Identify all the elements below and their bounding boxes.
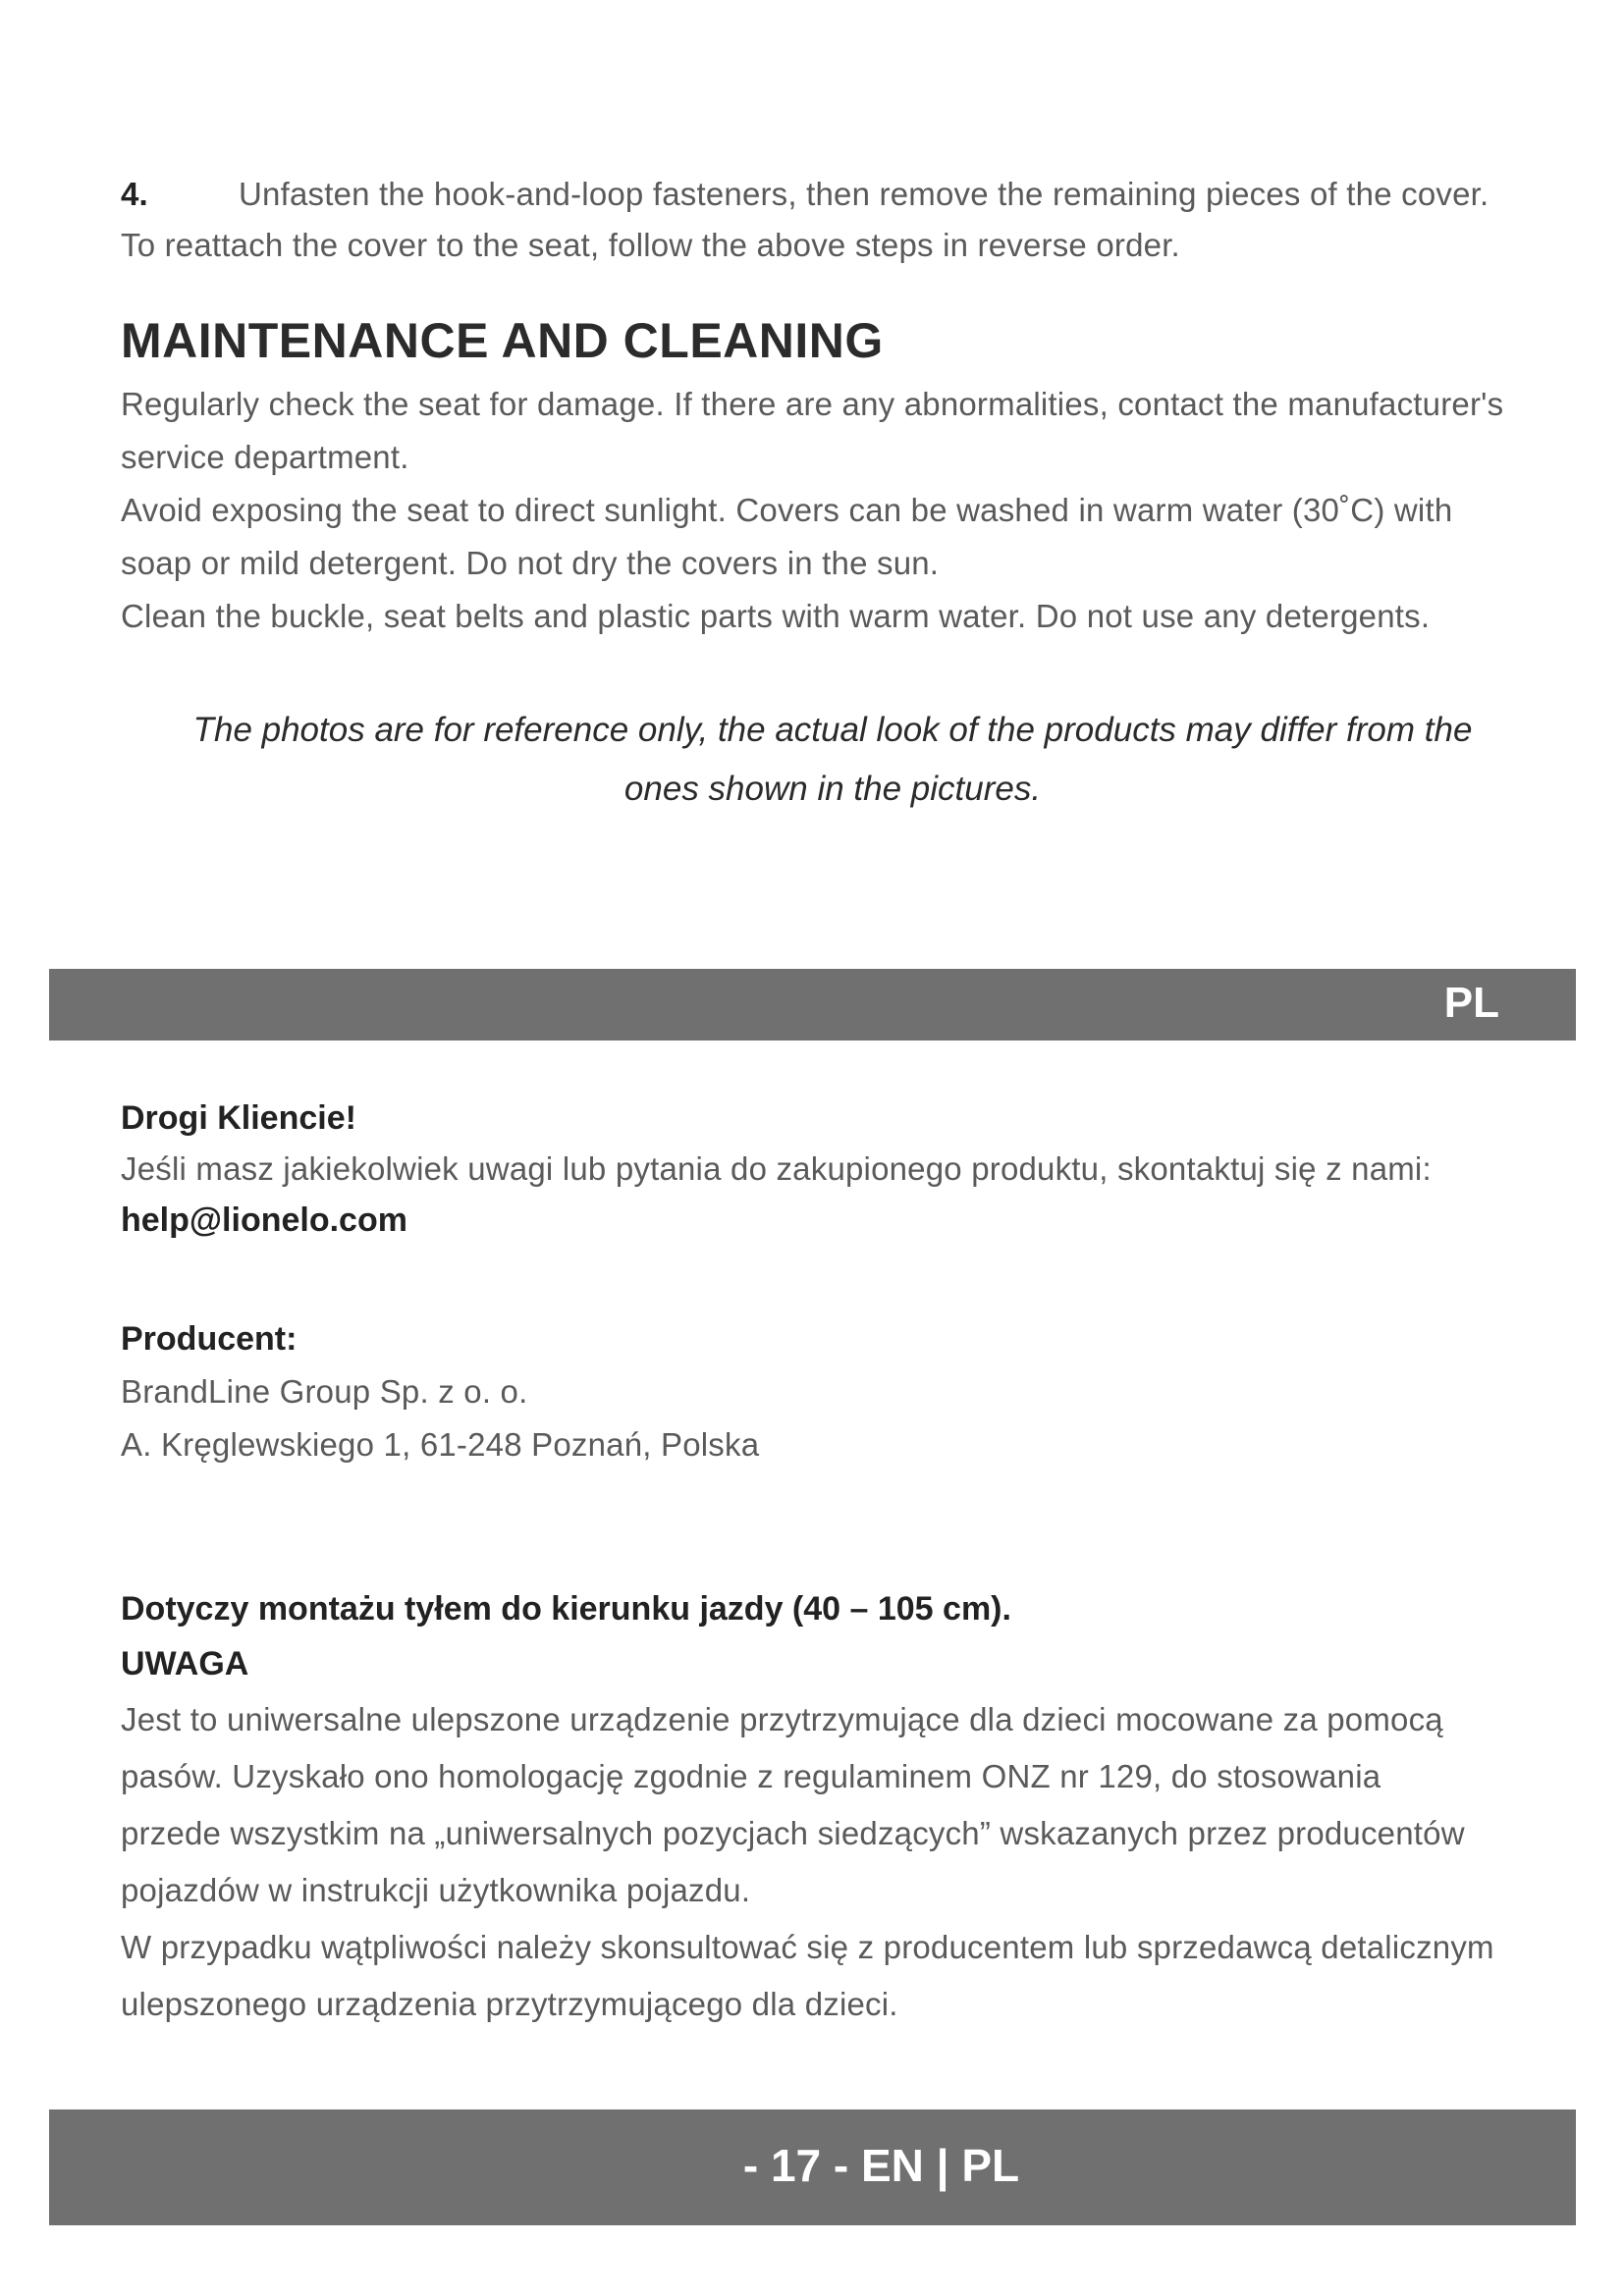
step-4-line-1 — [121, 169, 1544, 220]
contact-email[interactable]: help@lionelo.com — [121, 1201, 407, 1239]
warning-label: UWAGA — [121, 1645, 249, 1682]
maintenance-line: soap or mild detergent. Do not dry the covers in the sun. — [121, 545, 940, 581]
mounting-line: ulepszonego urządzenia przytrzymującego dla dzieci. — [121, 1986, 898, 2022]
step-4-text: Unfasten the hook-and-loop fasteners, then remove the remaining pieces of the cover. — [239, 176, 1489, 212]
client-title: Drogi Kliencie! — [121, 1099, 356, 1137]
disclaimer-line-2: ones shown in the pictures. — [623, 770, 1042, 808]
mounting-line: W przypadku wątpliwości należy skonsultować się z producentem lub sprzedawcą detalicznym — [121, 1929, 1494, 1965]
photo-disclaimer — [121, 701, 1544, 819]
page-number: - 17 - EN | PL — [742, 2140, 1020, 2191]
mounting-section — [121, 1581, 1544, 2033]
step-4 — [121, 169, 1544, 271]
mounting-line: pasów. Uzyskało ono homologację zgodnie z regulaminem ONZ nr 129, do stosowania — [121, 1758, 1381, 1794]
maintenance-line: service department. — [121, 439, 409, 475]
page-footer — [49, 2109, 1576, 2225]
language-label: PL — [1443, 979, 1499, 1027]
maintenance-heading: MAINTENANCE AND CLEANING — [121, 313, 884, 368]
mounting-line: przede wszystkim na „uniwersalnych pozycjach siedzących” wskazanych przez producentów — [121, 1815, 1465, 1851]
step-4-line-2: To reattach the cover to the seat, follow the above steps in reverse order. — [121, 227, 1180, 263]
producer-section — [121, 1312, 1544, 1471]
producer-name: BrandLine Group Sp. z o. o. — [121, 1373, 528, 1410]
maintenance-line: Clean the buckle, seat belts and plastic parts with warm water. Do not use any detergents. — [121, 598, 1431, 634]
producer-address: A. Kręglewskiego 1, 61-248 Poznań, Polska — [121, 1426, 760, 1463]
mounting-title: Dotyczy montażu tyłem do kierunku jazdy (40 – 105 cm). — [121, 1590, 1011, 1628]
step-number: 4. — [121, 176, 148, 212]
maintenance-section — [121, 378, 1544, 643]
disclaimer-line-1: The photos are for reference only, the actual look of the products may differ from the — [192, 711, 1473, 749]
client-text: Jeśli masz jakiekolwiek uwagi lub pytania do zakupionego produktu, skontaktuj się z nami: — [121, 1150, 1432, 1187]
mounting-line: Jest to uniwersalne ulepszone urządzenie przytrzymujące dla dzieci mocowane za pomocą — [121, 1701, 1443, 1737]
language-band — [49, 969, 1576, 1041]
client-section — [121, 1093, 1544, 1246]
maintenance-line: Avoid exposing the seat to direct sunlight. Covers can be washed in warm water (30˚C) with — [121, 492, 1453, 528]
mounting-line: pojazdów w instrukcji użytkownika pojazdu. — [121, 1872, 751, 1908]
producer-title: Producent: — [121, 1320, 298, 1358]
maintenance-line: Regularly check the seat for damage. If there are any abnormalities, contact the manufacturer's — [121, 386, 1504, 422]
